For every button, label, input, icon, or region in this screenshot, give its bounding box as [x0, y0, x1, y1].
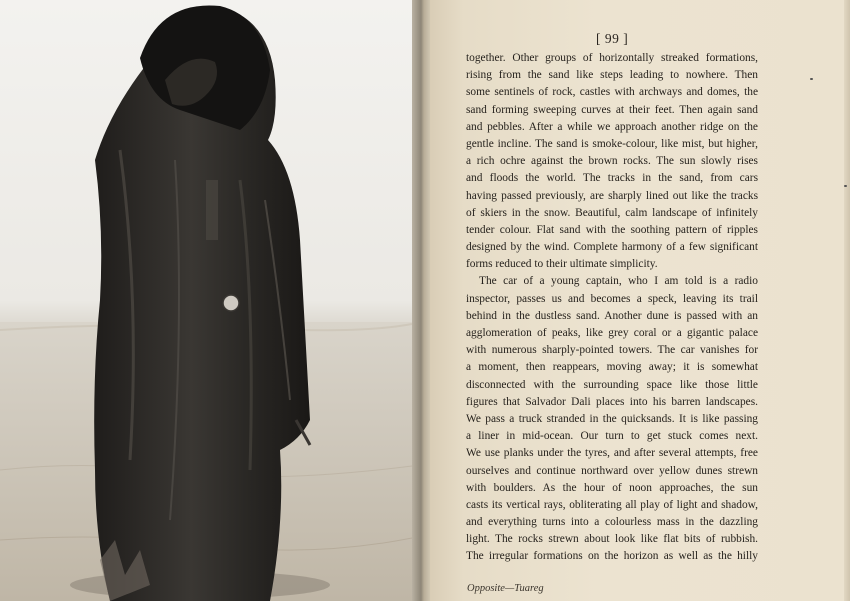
text-line: casts its vertical rays, obliterating all play of light and shadow,: [466, 498, 758, 511]
text-line: figures that Salvador Dali places into his barren landscapes.: [466, 395, 758, 408]
ink-speck: [844, 185, 847, 187]
page-number: [ 99 ]: [596, 31, 629, 46]
tuareg-photograph: [0, 0, 412, 601]
text-line: rising from the sand like steps leading to nowhere. Then: [466, 69, 758, 82]
text-line: a moment, then reappears, moving away; it is somewhat: [466, 361, 758, 374]
text-line: The car of a young captain, who I am told is a radio: [479, 275, 758, 288]
text-line: some sentinels of rock, castles with archways and domes, the: [466, 86, 758, 99]
photo-caption: Opposite—Tuareg: [467, 583, 544, 594]
text-line: designed by the wind. Complete harmony of a few significant: [466, 241, 758, 254]
text-line: We pass a truck stranded in the quicksands. It is like passing: [466, 412, 758, 425]
text-line: a liner in mid-ocean. Our turn to get stuck comes next.: [466, 430, 758, 443]
text-line: ourselves and continue northward over yellow dunes strewn: [466, 464, 758, 477]
text-line: disconnected with the surrounding space like those little: [466, 378, 758, 391]
text-line: light. The rocks strewn about look like flat bits of rubbish.: [466, 533, 758, 546]
text-line: behind in the dustless sand. Another dune is passed with an: [466, 309, 758, 322]
text-line: agglomeration of peaks, like grey coral or a gigantic palace: [466, 327, 758, 339]
page-edge: [844, 0, 850, 601]
left-page: [0, 0, 420, 601]
text-line: The irregular formations on the horizon as well as the hilly: [466, 550, 758, 563]
text-line: of skiers in the snow. Beautiful, calm landscape of infinitely: [466, 206, 758, 219]
text-line: and everything turns into a colourless mass in the dazzling: [466, 516, 758, 529]
book-gutter: [412, 0, 432, 601]
text-line: forms reduced to their ultimate simplicity.: [466, 258, 658, 271]
text-line: with numerous sharply-pointed towers. The car vanishes for: [466, 344, 758, 357]
text-line: having passed previously, are sharply lined out like the tracks: [466, 189, 758, 202]
text-line: a rich ochre against the brown rocks. The sun slowly rises: [466, 155, 758, 168]
text-line: gentle incline. The sand is smoke-colour, like mist, but higher,: [466, 137, 758, 150]
text-line: sand forming sweeping curves at their feet. Then again sand: [466, 103, 758, 116]
text-line: inspector, passes us and becomes a speck, leaving its trail: [466, 292, 758, 305]
text-line: We use planks under the tyres, and after several attempts, free: [466, 447, 758, 460]
text-line: together. Other groups of horizontally streaked formations,: [466, 52, 758, 64]
text-line: tender colour. Flat sand with the soothing pattern of ripples: [466, 223, 758, 236]
ink-speck: [810, 78, 813, 80]
tuareg-figure-illustration: [0, 0, 412, 601]
text-line: and floods the world. The tracks in the sand, from cars: [466, 172, 758, 185]
body-text: [466, 50, 758, 566]
text-line: and pebbles. After a while we approach another ridge on the: [466, 120, 758, 133]
text-line: with boulders. As the hour of noon approaches, the sun: [466, 481, 758, 494]
